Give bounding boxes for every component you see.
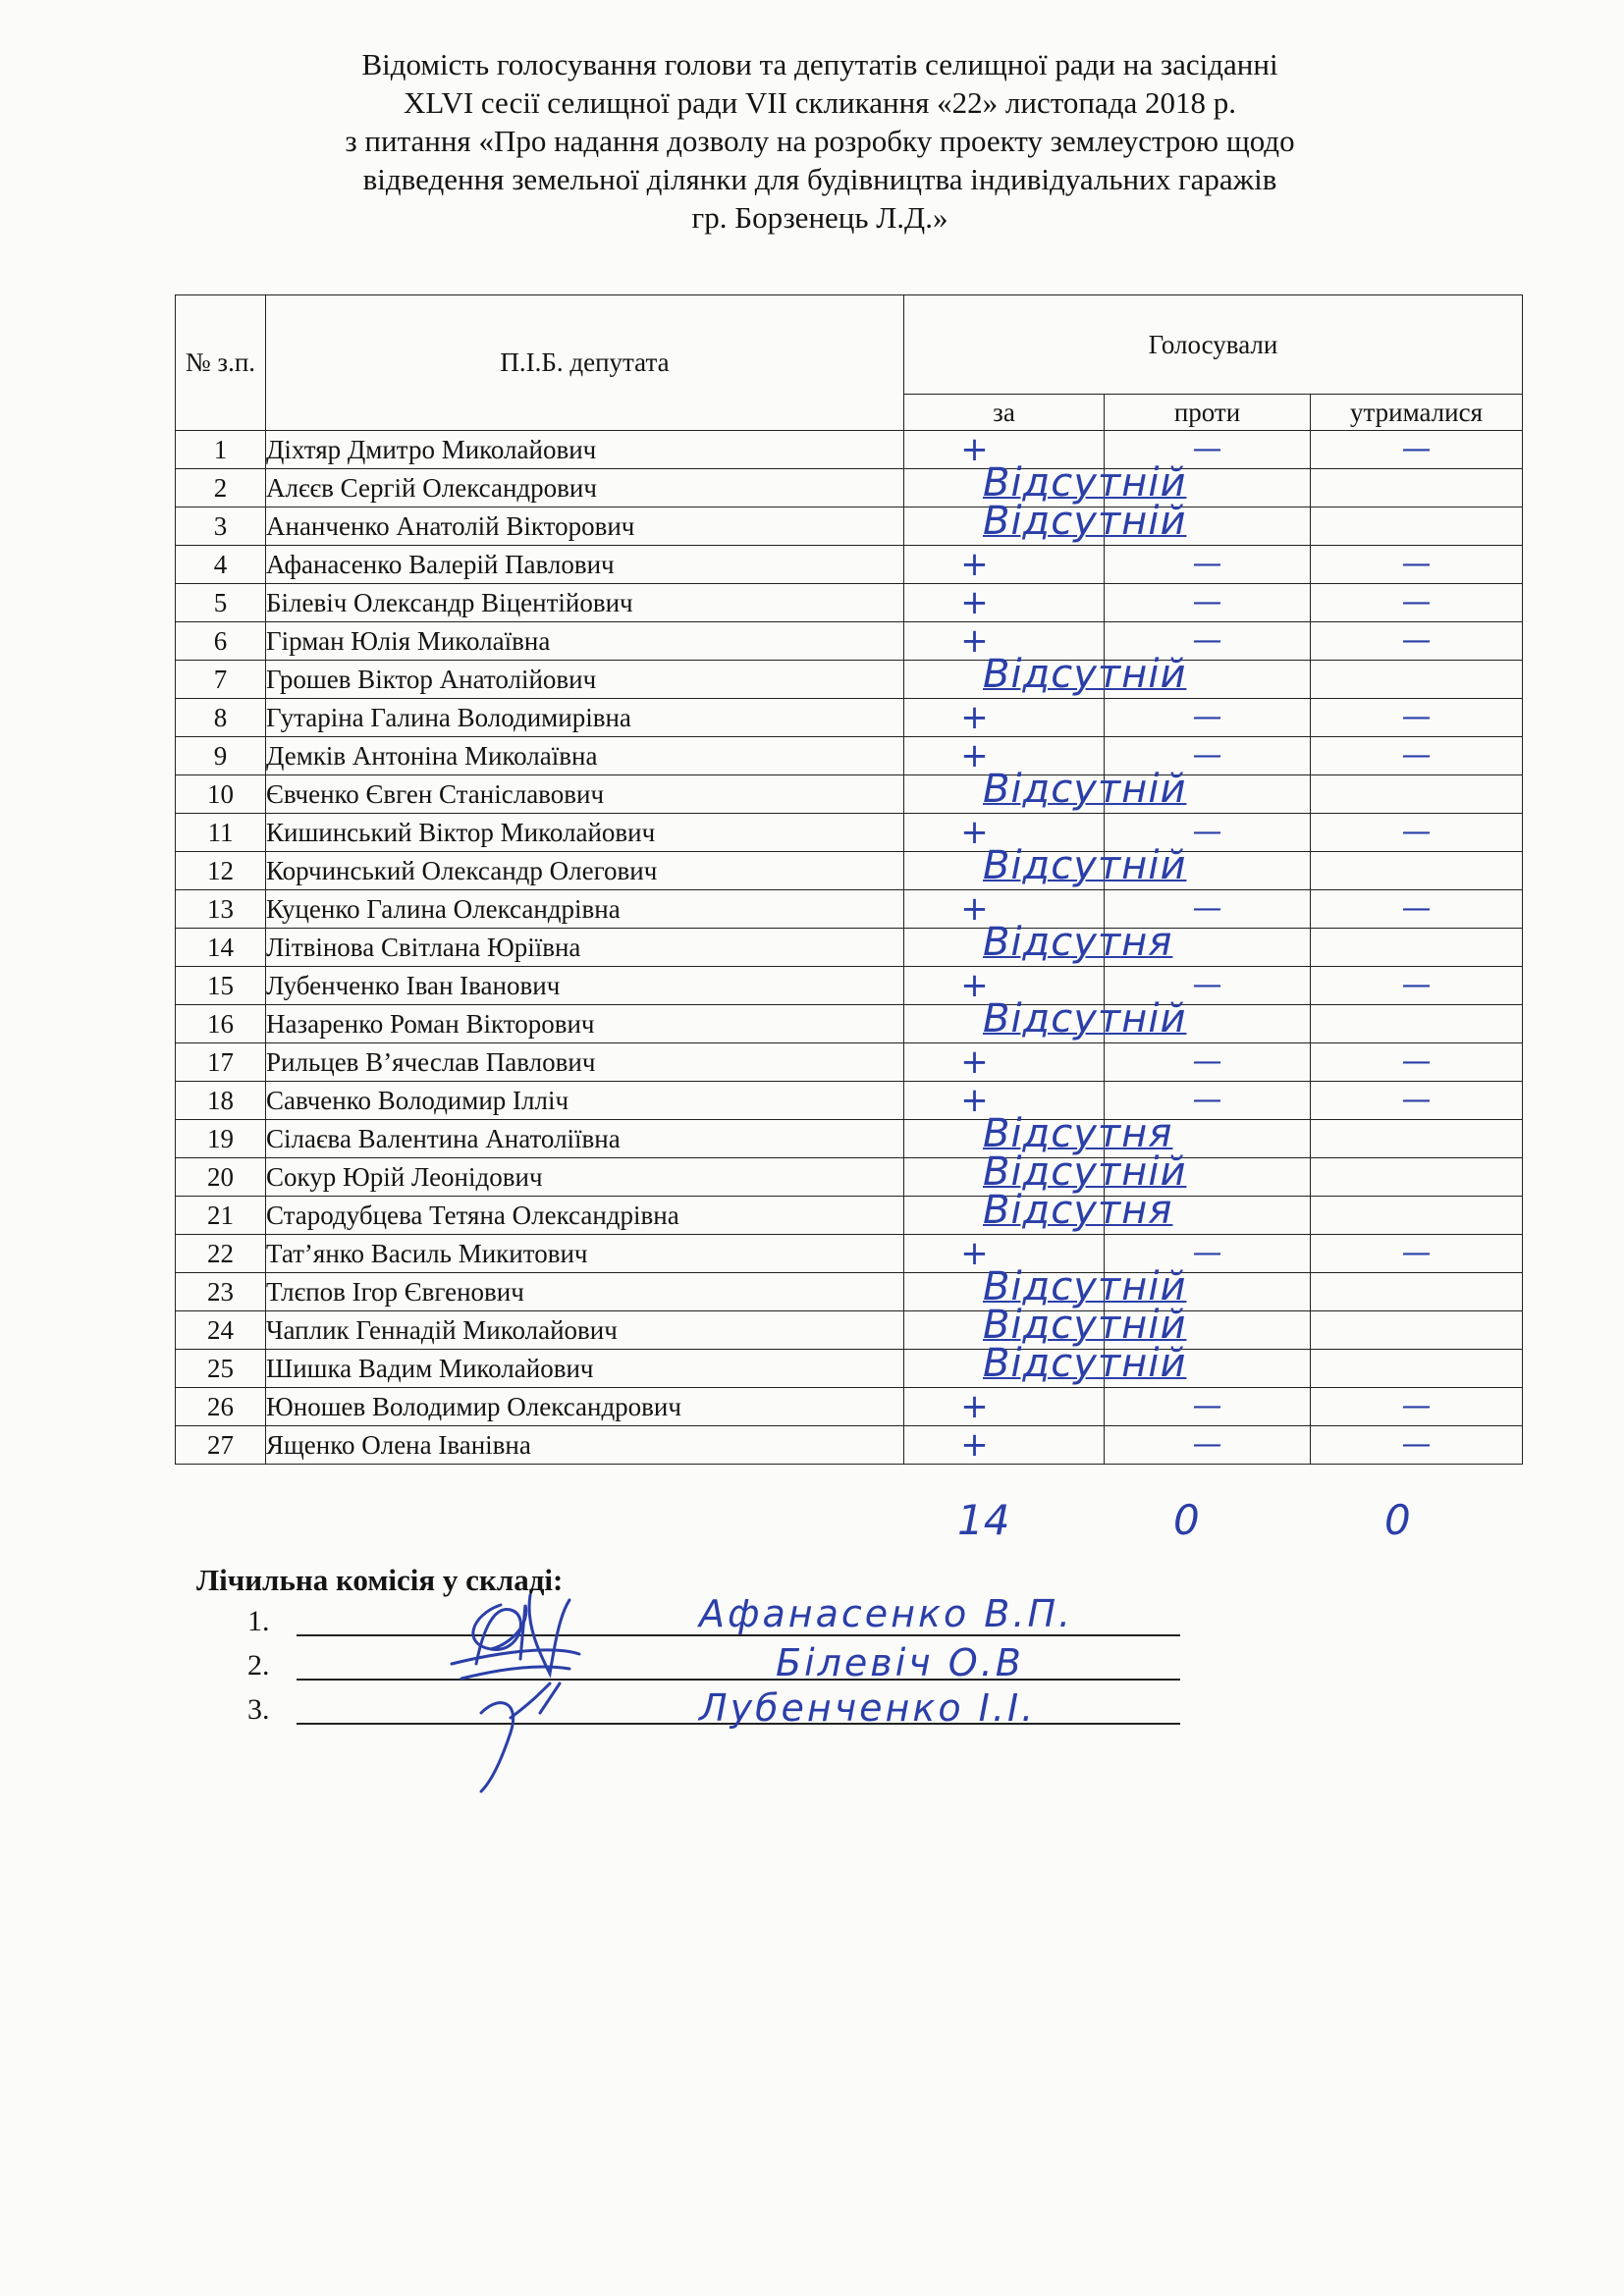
deputy-name: Тлєпов Ігор Євгенович — [266, 1273, 904, 1311]
deputy-name: Стародубцева Тетяна Олександрівна — [266, 1197, 904, 1235]
vote-plus-mark: + — [960, 698, 989, 737]
cell-za — [904, 996, 1187, 1043]
signature-name-3: Лубенченко І.І. — [699, 1686, 1037, 1730]
cell-utrymalysia — [1311, 1426, 1523, 1465]
table-row — [176, 431, 1523, 469]
table-row — [176, 775, 1523, 814]
deputy-name: Шишка Вадим Миколайович — [266, 1350, 904, 1388]
vote-dash-mark: — — [1192, 1236, 1222, 1270]
deputy-name: Назаренко Роман Вікторович — [266, 1005, 904, 1043]
cell-za — [904, 1341, 1187, 1388]
absent-mark: Відсутня — [983, 920, 1173, 965]
deputy-name: Юношев Володимир Олександрович — [266, 1388, 904, 1426]
deputy-name: Грошев Віктор Анатолійович — [266, 661, 904, 699]
absent-mark: Відсутня — [983, 1111, 1173, 1156]
deputy-name: Сілаєва Валентина Анатоліївна — [266, 1120, 904, 1158]
table-row — [176, 1005, 1523, 1043]
cell-za — [904, 652, 1187, 699]
table-row — [176, 890, 1523, 929]
row-number: 25 — [176, 1350, 266, 1388]
cell-utrymalysia — [1311, 1350, 1523, 1388]
row-number: 14 — [176, 929, 266, 967]
cell-proty — [1105, 1350, 1311, 1388]
cell-utrymalysia — [1311, 1043, 1523, 1082]
table-row — [176, 661, 1523, 699]
cell-proty — [1105, 775, 1311, 814]
table-row — [176, 546, 1523, 584]
vote-dash-mark: — — [1401, 585, 1432, 619]
signature-name-1: Афанасенко В.П. — [699, 1592, 1074, 1635]
table-row — [176, 1273, 1523, 1311]
absent-mark: Відсутній — [983, 1341, 1187, 1386]
absent-mark: Відсутній — [983, 460, 1187, 506]
vote-dash-mark: — — [1401, 968, 1432, 1002]
vote-dash-mark: — — [1401, 700, 1432, 734]
deputy-name: Демків Антоніна Миколаївна — [266, 737, 904, 775]
vote-plus-mark: + — [960, 1234, 989, 1273]
table-row — [176, 1388, 1523, 1426]
handwritten-signatures — [432, 1585, 668, 1821]
absent-mark: Відсутній — [983, 1149, 1187, 1195]
deputy-name: Куценко Галина Олександрівна — [266, 890, 904, 929]
deputy-name: Ананченко Анатолій Вікторович — [266, 507, 904, 546]
table-row — [176, 814, 1523, 852]
cell-utrymalysia — [1311, 584, 1523, 622]
deputy-name: Ященко Олена Іванівна — [266, 1426, 904, 1465]
deputy-name: Діхтяр Дмитро Миколайович — [266, 431, 904, 469]
table-row — [176, 967, 1523, 1005]
signature-name-2: Білевіч О.В — [776, 1641, 1024, 1684]
cell-za — [904, 1188, 1173, 1235]
row-number: 20 — [176, 1158, 266, 1197]
cell-za — [904, 1388, 1105, 1426]
cell-za — [904, 499, 1187, 546]
cell-utrymalysia — [1311, 699, 1523, 737]
table-row — [176, 1350, 1523, 1388]
cell-proty — [1105, 699, 1311, 737]
vote-dash-mark: — — [1192, 1044, 1222, 1079]
deputy-name: Чаплик Геннадій Миколайович — [266, 1311, 904, 1350]
voting-table — [175, 294, 1523, 1465]
document-title — [177, 45, 1463, 237]
cell-za — [904, 1426, 1105, 1465]
vote-dash-mark: — — [1401, 623, 1432, 658]
cell-proty — [1105, 661, 1311, 699]
row-number: 17 — [176, 1043, 266, 1082]
deputy-name: Корчинський Олександр Олегович — [266, 852, 904, 890]
table-row — [176, 929, 1523, 967]
row-number: 3 — [176, 507, 266, 546]
title-line-1: Відомість голосування голови та депутатів селищної ради на засіданні — [361, 47, 1278, 81]
cell-za — [904, 843, 1187, 890]
absent-mark: Відсутній — [983, 499, 1187, 544]
vote-dash-mark: — — [1401, 891, 1432, 926]
cell-utrymalysia — [1311, 1120, 1523, 1158]
table-row — [176, 1043, 1523, 1082]
deputy-name: Лубенченко Іван Іванович — [266, 967, 904, 1005]
vote-dash-mark: — — [1192, 1083, 1222, 1117]
cell-proty — [1105, 1388, 1311, 1426]
vote-dash-mark: — — [1401, 547, 1432, 581]
cell-utrymalysia — [1311, 469, 1523, 507]
cell-utrymalysia — [1311, 431, 1523, 469]
vote-dash-mark: — — [1401, 1044, 1432, 1079]
table-row — [176, 1158, 1523, 1197]
row-number: 8 — [176, 699, 266, 737]
deputy-name: Євченко Євген Станіславович — [266, 775, 904, 814]
member-number: 3. — [247, 1693, 270, 1726]
header-voted: Голосували — [904, 295, 1523, 395]
table-row — [176, 507, 1523, 546]
cell-za — [904, 767, 1187, 814]
cell-za — [904, 1043, 1105, 1082]
vote-dash-mark: — — [1192, 432, 1222, 466]
header-za: за — [904, 395, 1105, 431]
row-number: 23 — [176, 1273, 266, 1311]
total-utrymalysia: 0 — [1384, 1496, 1411, 1544]
absent-mark: Відсутній — [983, 652, 1187, 697]
cell-utrymalysia — [1311, 1005, 1523, 1043]
absent-mark: Відсутній — [983, 767, 1187, 812]
vote-plus-mark: + — [960, 966, 989, 1005]
vote-plus-mark: + — [960, 545, 989, 584]
commission-member-1 — [247, 1605, 270, 1638]
table-row — [176, 737, 1523, 775]
row-number: 27 — [176, 1426, 266, 1465]
cell-proty — [1105, 546, 1311, 584]
commission-member-2 — [247, 1649, 270, 1682]
header-proty: проти — [1105, 395, 1311, 431]
cell-za — [904, 920, 1173, 967]
row-number: 18 — [176, 1082, 266, 1120]
commission-label: Лічильна комісія у складі: — [196, 1563, 564, 1597]
deputy-name: Сокур Юрій Леонідович — [266, 1158, 904, 1197]
row-number: 22 — [176, 1235, 266, 1273]
row-number: 19 — [176, 1120, 266, 1158]
vote-plus-mark: + — [960, 583, 989, 622]
vote-dash-mark: — — [1401, 815, 1432, 849]
cell-za — [904, 584, 1105, 622]
vote-dash-mark: — — [1192, 1389, 1222, 1423]
total-proty: 0 — [1173, 1496, 1200, 1544]
row-number: 16 — [176, 1005, 266, 1043]
cell-proty — [1105, 1043, 1311, 1082]
vote-dash-mark: — — [1401, 432, 1432, 466]
deputy-name: Білевіч Олександр Віцентійович — [266, 584, 904, 622]
row-number: 24 — [176, 1311, 266, 1350]
row-number: 2 — [176, 469, 266, 507]
absent-mark: Відсутній — [983, 1303, 1187, 1348]
cell-proty — [1105, 929, 1311, 967]
row-number: 10 — [176, 775, 266, 814]
row-number: 26 — [176, 1388, 266, 1426]
cell-utrymalysia — [1311, 1158, 1523, 1197]
vote-dash-mark: — — [1192, 1427, 1222, 1462]
row-number: 7 — [176, 661, 266, 699]
cell-utrymalysia — [1311, 1197, 1523, 1235]
vote-dash-mark: — — [1401, 1236, 1432, 1270]
vote-plus-mark: + — [960, 889, 989, 929]
cell-proty — [1105, 584, 1311, 622]
cell-utrymalysia — [1311, 1388, 1523, 1426]
table-body — [176, 431, 1523, 1465]
deputy-name: Кишинський Віктор Миколайович — [266, 814, 904, 852]
vote-plus-mark: + — [960, 430, 989, 469]
cell-utrymalysia — [1311, 622, 1523, 661]
cell-utrymalysia — [1311, 1235, 1523, 1273]
member-number: 2. — [247, 1649, 270, 1682]
cell-utrymalysia — [1311, 814, 1523, 852]
cell-utrymalysia — [1311, 929, 1523, 967]
cell-utrymalysia — [1311, 1273, 1523, 1311]
vote-plus-mark: + — [960, 1081, 989, 1120]
absent-mark: Відсутній — [983, 996, 1187, 1041]
vote-dash-mark: — — [1192, 738, 1222, 773]
header-name: П.І.Б. депутата — [266, 295, 904, 431]
vote-dash-mark: — — [1192, 700, 1222, 734]
cell-proty — [1105, 852, 1311, 890]
vote-dash-mark: — — [1192, 623, 1222, 658]
row-number: 12 — [176, 852, 266, 890]
cell-proty — [1105, 1005, 1311, 1043]
cell-utrymalysia — [1311, 546, 1523, 584]
absent-mark: Відсутня — [983, 1188, 1173, 1233]
table-row — [176, 699, 1523, 737]
title-line-5: гр. Борзенець Л.Д.» — [691, 200, 948, 235]
vote-dash-mark: — — [1192, 815, 1222, 849]
cell-utrymalysia — [1311, 507, 1523, 546]
table-row — [176, 1082, 1523, 1120]
table-row — [176, 1235, 1523, 1273]
cell-utrymalysia — [1311, 775, 1523, 814]
vote-plus-mark: + — [960, 1042, 989, 1082]
cell-za — [904, 699, 1105, 737]
table-row — [176, 469, 1523, 507]
vote-dash-mark: — — [1401, 738, 1432, 773]
vote-dash-mark: — — [1192, 585, 1222, 619]
deputy-name: Літвінова Світлана Юріївна — [266, 929, 904, 967]
vote-plus-mark: + — [960, 1425, 989, 1465]
absent-mark: Відсутній — [983, 843, 1187, 888]
cell-utrymalysia — [1311, 890, 1523, 929]
cell-utrymalysia — [1311, 737, 1523, 775]
title-line-3: з питання «Про надання дозволу на розробку проекту землеустрою щодо — [345, 124, 1295, 158]
deputy-name: Гірман Юлія Миколаївна — [266, 622, 904, 661]
table-row — [176, 1311, 1523, 1350]
row-number: 1 — [176, 431, 266, 469]
table-row — [176, 1120, 1523, 1158]
header-utrymalysia: утрималися — [1311, 395, 1523, 431]
vote-dash-mark: — — [1192, 547, 1222, 581]
deputy-name: Алєєв Сергій Олександрович — [266, 469, 904, 507]
vote-plus-mark: + — [960, 813, 989, 852]
member-number: 1. — [247, 1605, 270, 1637]
vote-dash-mark: — — [1401, 1427, 1432, 1462]
cell-utrymalysia — [1311, 967, 1523, 1005]
table-row — [176, 622, 1523, 661]
title-line-4: відведення земельної ділянки для будівництва індивідуальних гаражів — [362, 162, 1277, 196]
table-row — [176, 584, 1523, 622]
cell-proty — [1105, 507, 1311, 546]
row-number: 6 — [176, 622, 266, 661]
cell-proty — [1105, 1197, 1311, 1235]
cell-za — [904, 546, 1105, 584]
signature-line — [297, 1679, 1180, 1681]
deputy-name: Афанасенко Валерій Павлович — [266, 546, 904, 584]
total-za: 14 — [957, 1496, 1010, 1544]
table-row — [176, 1426, 1523, 1465]
vote-plus-mark: + — [960, 621, 989, 661]
row-number: 4 — [176, 546, 266, 584]
cell-utrymalysia — [1311, 852, 1523, 890]
absent-mark: Відсутній — [983, 1264, 1187, 1309]
deputy-name: Рильцев В’ячеслав Павлович — [266, 1043, 904, 1082]
cell-utrymalysia — [1311, 1311, 1523, 1350]
title-line-2: XLVI сесії селищної ради VII скликання «22» листопада 2018 р. — [403, 85, 1237, 120]
vote-plus-mark: + — [960, 1387, 989, 1426]
row-number: 5 — [176, 584, 266, 622]
vote-dash-mark: — — [1401, 1083, 1432, 1117]
row-number: 21 — [176, 1197, 266, 1235]
commission-member-3 — [247, 1693, 270, 1727]
deputy-name: Тат’янко Василь Микитович — [266, 1235, 904, 1273]
row-number: 13 — [176, 890, 266, 929]
row-number: 11 — [176, 814, 266, 852]
vote-dash-mark: — — [1192, 968, 1222, 1002]
cell-proty — [1105, 1426, 1311, 1465]
vote-dash-mark: — — [1192, 891, 1222, 926]
row-number: 15 — [176, 967, 266, 1005]
cell-utrymalysia — [1311, 1082, 1523, 1120]
table-row — [176, 1197, 1523, 1235]
header-num: № з.п. — [176, 295, 266, 431]
row-number: 9 — [176, 737, 266, 775]
deputy-name: Савченко Володимир Ілліч — [266, 1082, 904, 1120]
vote-plus-mark: + — [960, 736, 989, 775]
table-row — [176, 852, 1523, 890]
deputy-name: Гутаріна Галина Володимирівна — [266, 699, 904, 737]
cell-utrymalysia — [1311, 661, 1523, 699]
vote-dash-mark: — — [1401, 1389, 1432, 1423]
